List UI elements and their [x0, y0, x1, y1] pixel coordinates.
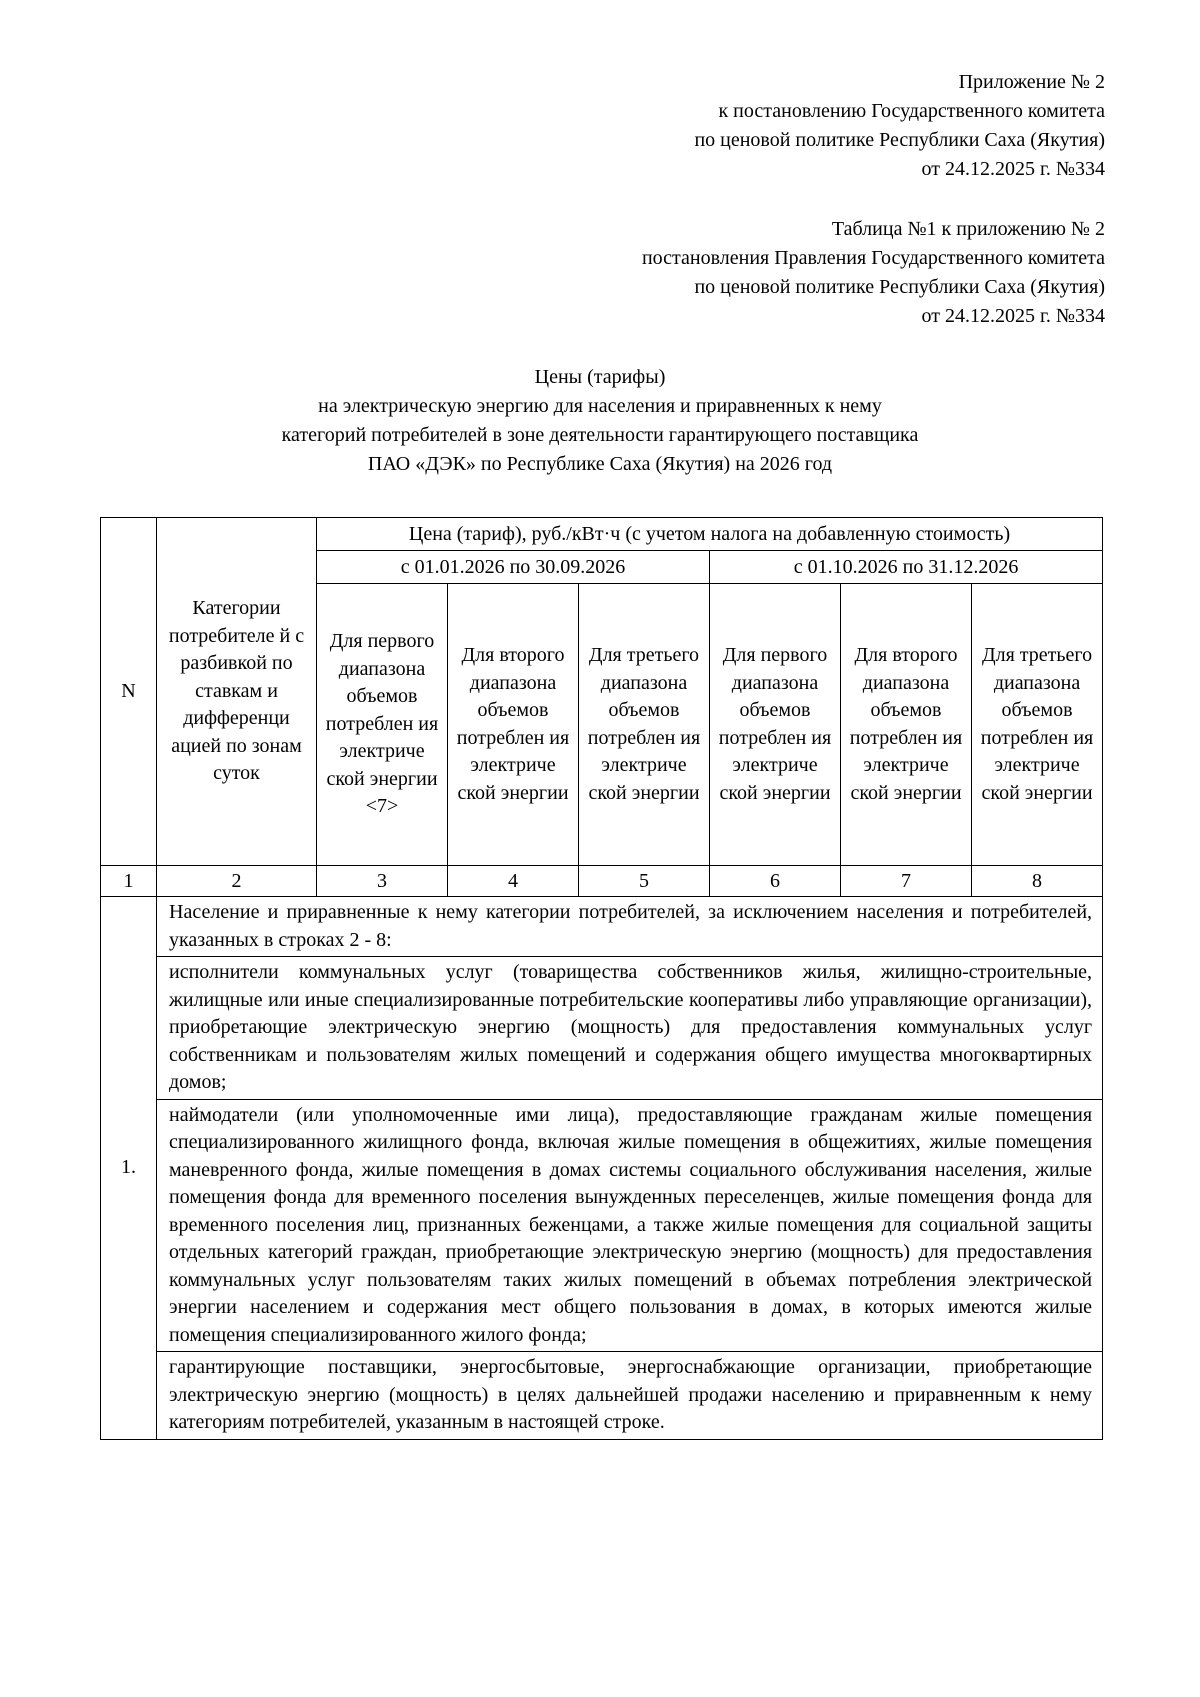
table-ref-line-3: по ценовой политике Республики Саха (Якутия) — [694, 276, 1105, 298]
title-line-2: на электрическую энергию для населения и приравненных к нему — [318, 395, 882, 417]
table-ref-line-4: от 24.12.2025 г. №334 — [921, 305, 1105, 327]
column-number-6: 6 — [710, 866, 841, 897]
table-ref-line-1: Таблица №1 к приложению № 2 — [831, 218, 1105, 240]
appendix-line-4: от 24.12.2025 г. №334 — [921, 158, 1105, 180]
column-number-8: 8 — [972, 866, 1103, 897]
header-second-range-p2: Для второго диапазона объемов потреблен ия электриче ской энергии — [841, 584, 972, 866]
header-first-range-p1: Для первого диапазона объемов потреблен ия электриче ской энергии <7> — [317, 584, 448, 866]
tariff-table — [100, 517, 1103, 1440]
row-1-item-3: гарантирующие поставщики, энергосбытовые, энергоснабжающие организации, приобретающие электрическую энергию (мощность) в целях дальнейшей продажи населению и приравненным к нему категориям потребителей, указанным в настоящей строке. — [157, 1352, 1103, 1440]
header-n: N — [101, 518, 157, 866]
column-number-4: 4 — [448, 866, 579, 897]
appendix-line-1: Приложение № 2 — [958, 71, 1105, 93]
appendix-line-2: к постановлению Государственного комитета — [718, 100, 1105, 122]
row-1-item-1: исполнители коммунальных услуг (товарищества собственников жилья, жилищно-строительные, жилищные или иные специализированные потребительские кооперативы либо управляющие организации), приобретающие электрическую энергию (мощность) для предоставления коммунальных услуг собственникам и пользователям жилых помещений и содержания общего имущества многоквартирных домов; — [157, 957, 1103, 1100]
title-line-4: ПАО «ДЭК» по Республике Саха (Якутия) на 2026 год — [367, 453, 833, 475]
row-1-number: 1. — [101, 897, 157, 1440]
header-first-range-p2: Для первого диапазона объемов потреблен ия электриче ской энергии — [710, 584, 841, 866]
title-line-1: Цены (тарифы) — [534, 366, 666, 388]
header-period-2: с 01.10.2026 по 31.12.2026 — [710, 551, 1103, 584]
header-third-range-p2: Для третьего диапазона объемов потреблен ия электриче ской энергии — [972, 584, 1103, 866]
column-number-5: 5 — [579, 866, 710, 897]
header-price: Цена (тариф), руб./кВт·ч (с учетом налога на добавленную стоимость) — [317, 518, 1103, 551]
appendix-header — [694, 68, 1105, 184]
column-number-3: 3 — [317, 866, 448, 897]
column-number-2: 2 — [157, 866, 317, 897]
header-third-range-p1: Для третьего диапазона объемов потреблен ия электриче ской энергии — [579, 584, 710, 866]
row-1-heading: Население и приравненные к нему категории потребителей, за исключением населения и потребителей, указанных в строках 2 - 8: — [157, 897, 1103, 957]
row-1-item-2: наймодатели (или уполномоченные ими лица), предоставляющие гражданам жилые помещения специализированного жилищного фонда, включая жилые помещения в общежитиях, жилые помещения маневренного фонда, жилые помещения в домах системы социального обслуживания населения, жилые помещения фонда для временного поселения вынужденных переселенцев, жилые помещения фонда для временного поселения лиц, признанных беженцами, а также жилые помещения для социальной защиты отдельных категорий граждан, приобретающие электрическую энергию (мощность) для предоставления коммунальных услуг пользователям таких жилых помещений в объемах потребления электрической энергии населением и содержания мест общего пользования в домах, в которых имеются жилые помещения специализированного жилого фонда; — [157, 1099, 1103, 1352]
column-number-7: 7 — [841, 866, 972, 897]
appendix-line-3: по ценовой политике Республики Саха (Якутия) — [694, 129, 1105, 151]
table-ref-line-2: постановления Правления Государственного комитета — [641, 247, 1105, 269]
table-reference-header — [642, 215, 1105, 331]
column-number-1: 1 — [101, 866, 157, 897]
document-title — [100, 363, 1100, 479]
title-line-3: категорий потребителей в зоне деятельности гарантирующего поставщика — [281, 424, 919, 446]
header-category: Категории потребителе й с разбивкой по ставкам и дифференци ацией по зонам суток — [157, 518, 317, 866]
header-period-1: с 01.01.2026 по 30.09.2026 — [317, 551, 710, 584]
header-second-range-p1: Для второго диапазона объемов потреблен ия электриче ской энергии — [448, 584, 579, 866]
